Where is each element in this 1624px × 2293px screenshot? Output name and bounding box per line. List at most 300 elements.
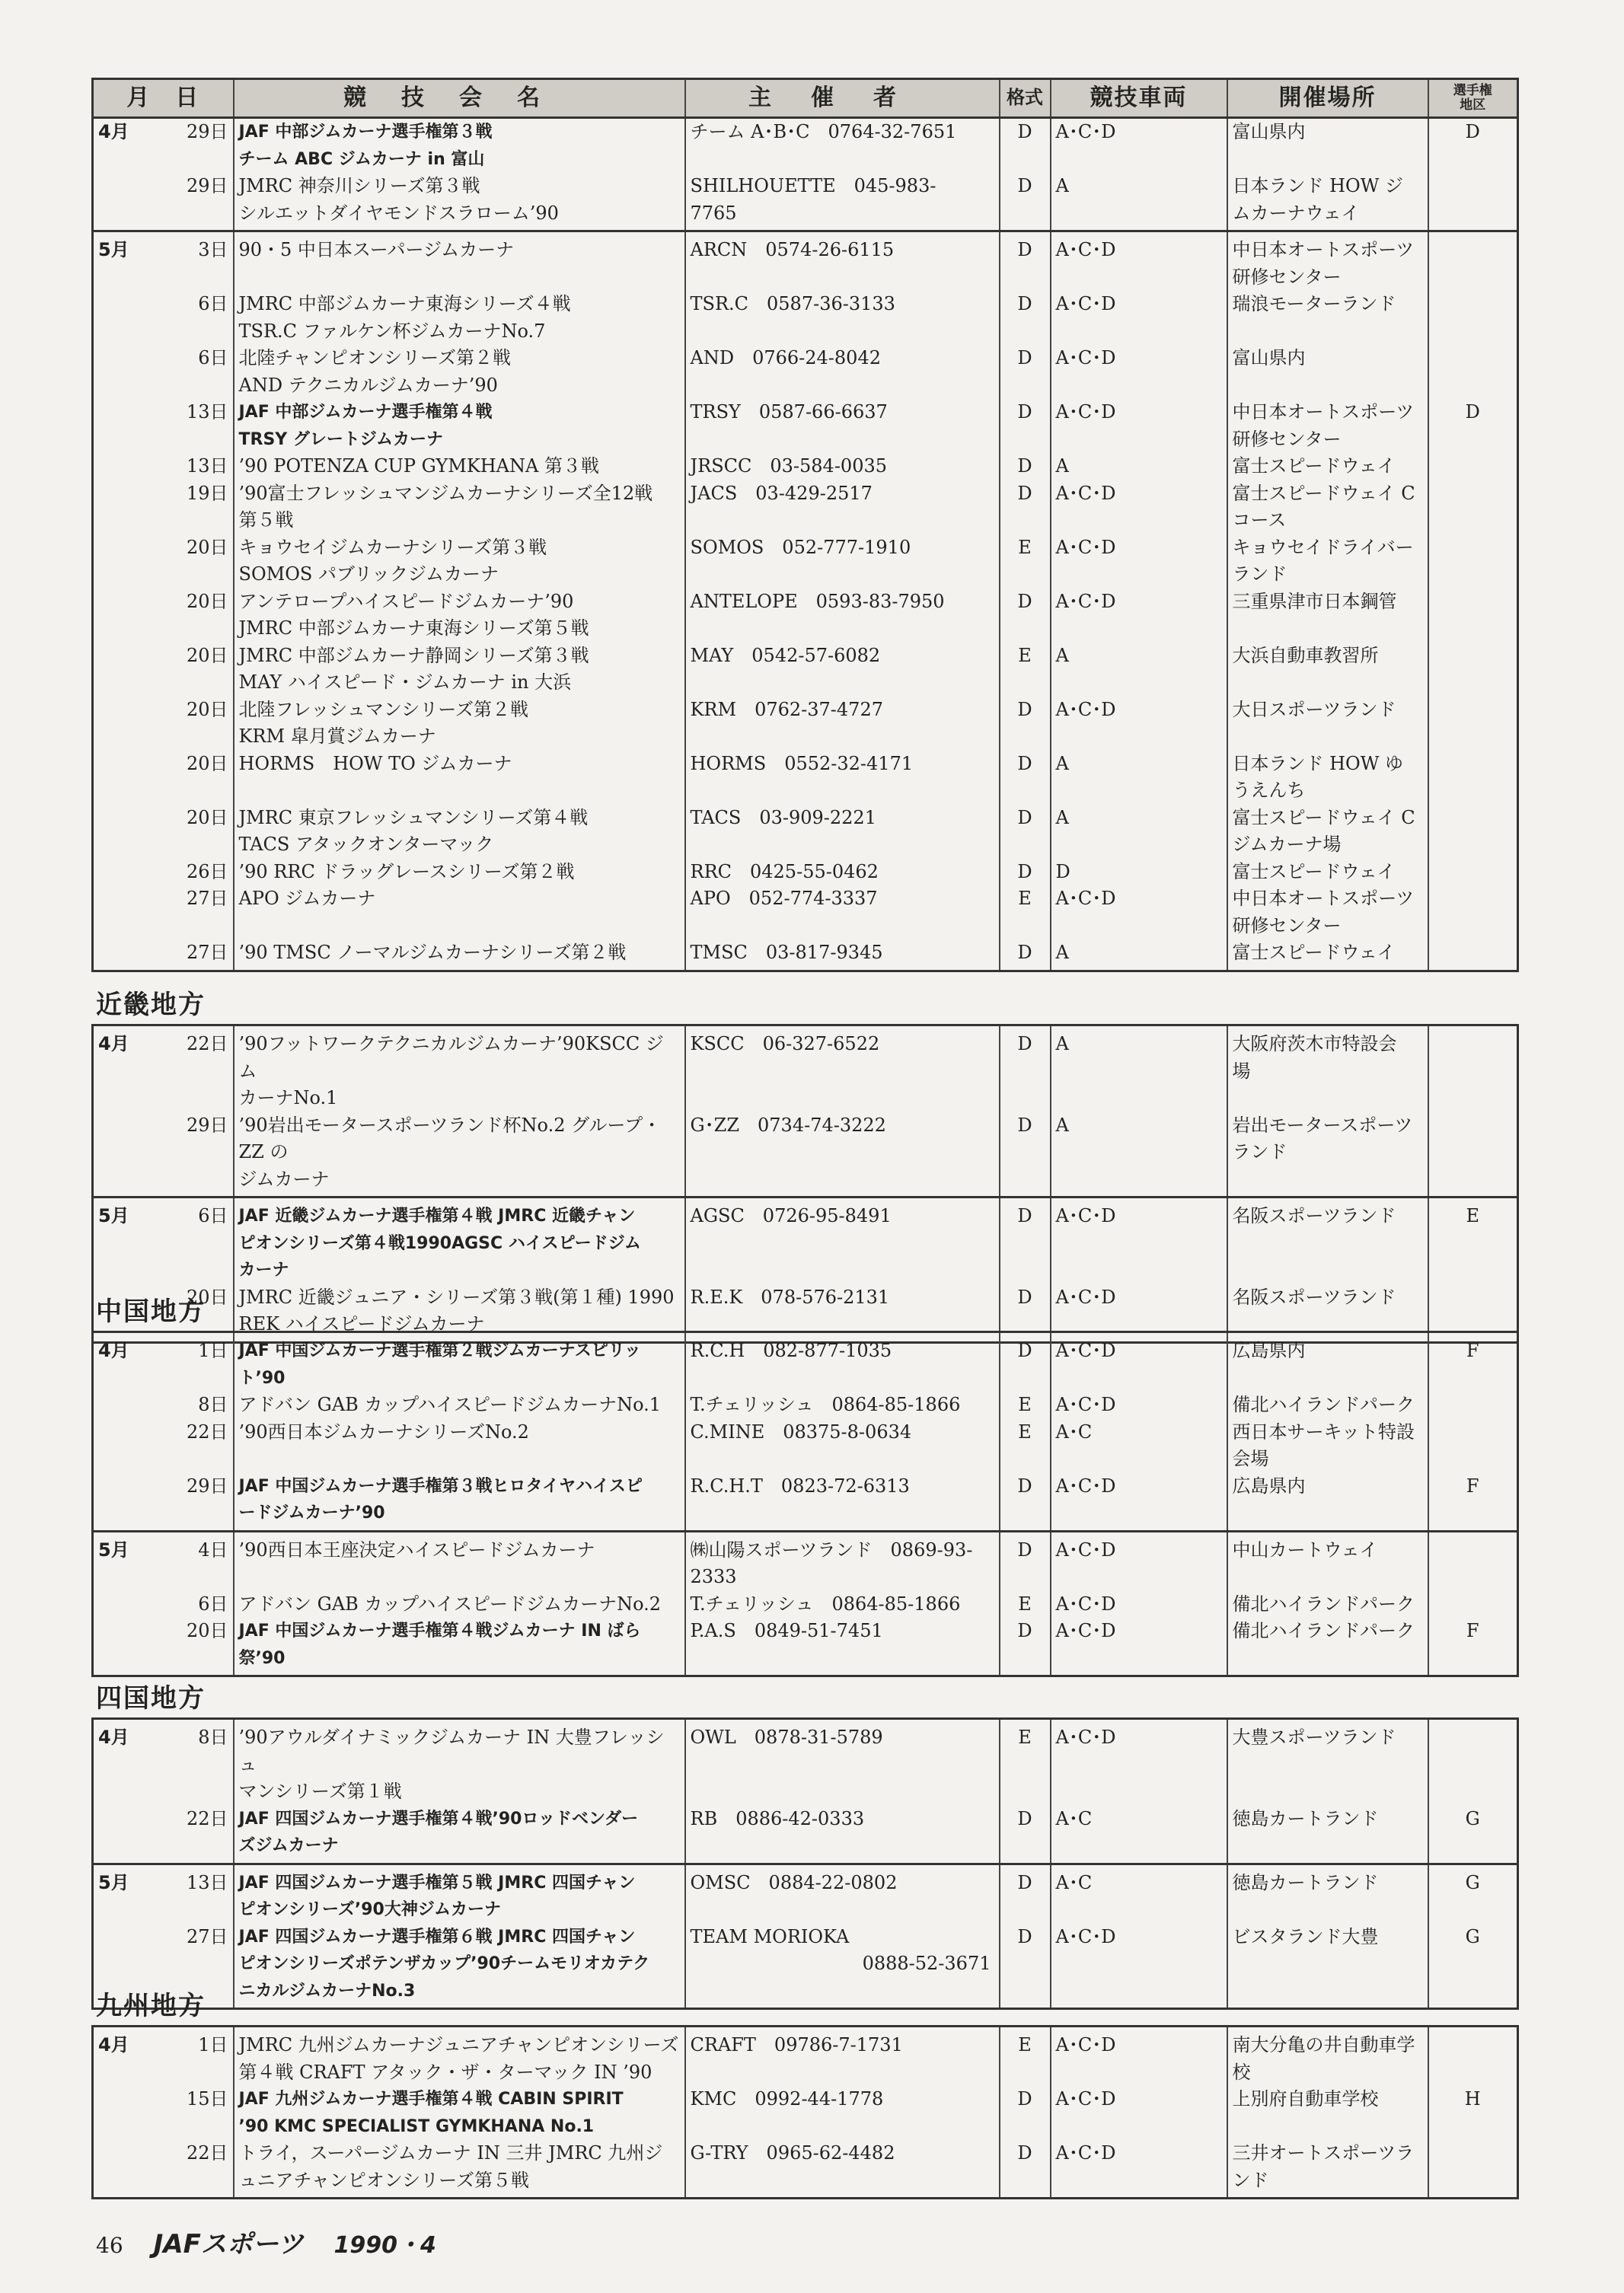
format-cell: E: [1000, 2027, 1051, 2087]
issue-date: 1990・4: [333, 2232, 436, 2259]
vehicle-cell: A: [1051, 939, 1227, 971]
vehicle-cell: A･C･D: [1051, 2027, 1227, 2087]
format-cell: D: [1000, 480, 1051, 534]
venue-cell: 三重県津市日本鋼管: [1227, 588, 1428, 643]
vehicle-cell: A･C･D: [1051, 480, 1227, 534]
page-number: 46: [96, 2233, 123, 2258]
region-cell: G: [1428, 1806, 1518, 1864]
table-header: [93, 79, 1518, 118]
vehicle-cell: A･C･D: [1051, 1591, 1227, 1618]
table-row: [93, 534, 1518, 588]
organizer-line: 0888-52-3671: [862, 1953, 991, 1974]
region-cell: [1428, 1531, 1518, 1591]
region-cell: [1428, 751, 1518, 805]
venue-cell: 徳島カートランド: [1227, 1806, 1428, 1864]
month-cell: [93, 939, 150, 971]
day-cell: 27日: [150, 939, 234, 971]
event-name-cell: アドバン GAB カップハイスピードジムカーナNo.2: [234, 1591, 685, 1618]
organizer-cell: TMSC 03-817-9345: [685, 939, 1000, 971]
month-cell: 4月: [93, 1332, 150, 1392]
table-row: [93, 1025, 1518, 1112]
vehicle-cell: A･C: [1051, 1864, 1227, 1924]
region-cell: [1428, 588, 1518, 643]
format-cell: E: [1000, 1392, 1051, 1419]
month-cell: [93, 697, 150, 751]
header-month-day: 月 日: [93, 79, 234, 118]
venue-cell: 名阪スポーツランド: [1227, 1198, 1428, 1284]
table-row: [93, 345, 1518, 399]
venue-cell: 岩出モータースポーツ ランド: [1227, 1112, 1428, 1198]
region-cell: [1428, 1112, 1518, 1198]
organizer-cell: チーム A･B･C 0764-32-7651: [685, 118, 1000, 174]
event-name-cell: 90・5 中日本スーパージムカーナ: [234, 231, 685, 292]
region-cell: [1428, 939, 1518, 971]
month-cell: [93, 859, 150, 886]
event-name-cell: JAF 近畿ジムカーナ選手権第４戦 JMRC 近畿チャン ピオンシリーズ第４戦1990AGSC ハイスピードジム カーナ: [234, 1198, 685, 1284]
organizer-cell: G-TRY 0965-62-4482: [685, 2140, 1000, 2199]
vehicle-cell: A: [1051, 805, 1227, 859]
month-cell: [93, 453, 150, 480]
format-cell: D: [1000, 1332, 1051, 1392]
table-row: [93, 453, 1518, 480]
day-cell: 20日: [150, 751, 234, 805]
event-name-cell: JAF 四国ジムカーナ選手権第６戦 JMRC 四国チャン ピオンシリーズポテンザカップ’90チームモリオカテク ニカルジムカーナNo.3: [234, 1924, 685, 2009]
organizer-cell: [685, 1924, 1000, 2009]
day-cell: 6日: [150, 291, 234, 345]
organizer-line: TEAM MORIOKA: [690, 1925, 850, 1947]
day-cell: 22日: [150, 1806, 234, 1864]
organizer-cell: ANTELOPE 0593-83-7950: [685, 588, 1000, 643]
day-cell: 1日: [150, 1332, 234, 1392]
event-name-cell: ’90西日本ジムカーナシリーズNo.2: [234, 1419, 685, 1473]
header-organizer: 主催者: [685, 79, 1000, 118]
schedule-table: [91, 1717, 1519, 2010]
section-title: 九州地方: [96, 1991, 206, 2021]
region-cell: [1428, 859, 1518, 886]
day-cell: 13日: [150, 453, 234, 480]
section-title: 四国地方: [96, 1683, 206, 1714]
organizer-cell: RRC 0425-55-0462: [685, 859, 1000, 886]
format-cell: D: [1000, 697, 1051, 751]
format-cell: D: [1000, 859, 1051, 886]
format-cell: D: [1000, 1025, 1051, 1112]
day-cell: 26日: [150, 859, 234, 886]
event-name-cell: JMRC 東京フレッシュマンシリーズ第４戦 TACS アタックオンターマック: [234, 805, 685, 859]
footer: [96, 2223, 436, 2260]
event-name-cell: 北陸チャンピオンシリーズ第２戦 AND テクニカルジムカーナ’90: [234, 345, 685, 399]
event-name-cell: ’90アウルダイナミックジムカーナ IN 大豊フレッシュ マンシリーズ第１戦: [234, 1719, 685, 1806]
venue-cell: 大日スポーツランド: [1227, 697, 1428, 751]
vehicle-cell: A･C･D: [1051, 118, 1227, 174]
month-cell: [93, 291, 150, 345]
format-cell: D: [1000, 1924, 1051, 2009]
format-cell: D: [1000, 805, 1051, 859]
month-cell: [93, 173, 150, 231]
month-cell: [93, 1392, 150, 1419]
vehicle-cell: A･C･D: [1051, 1924, 1227, 2009]
table-row: [93, 2140, 1518, 2199]
event-name-cell: JAF 九州ジムカーナ選手権第４戦 CABIN SPIRIT ’90 KMC SPECIALIST GYMKHANA No.1: [234, 2086, 685, 2140]
day-cell: 13日: [150, 399, 234, 453]
event-name-cell: ’90 POTENZA CUP GYMKHANA 第３戦: [234, 453, 685, 480]
venue-cell: 富士スピードウェイ: [1227, 453, 1428, 480]
format-cell: D: [1000, 345, 1051, 399]
month-cell: [93, 2140, 150, 2199]
organizer-cell: TSR.C 0587-36-3133: [685, 291, 1000, 345]
vehicle-cell: A･C･D: [1051, 2086, 1227, 2140]
region-cell: [1428, 173, 1518, 231]
venue-cell: 中山カートウェイ: [1227, 1531, 1428, 1591]
region-cell: [1428, 453, 1518, 480]
event-name-cell: アドバン GAB カップハイスピードジムカーナNo.1: [234, 1392, 685, 1419]
venue-cell: 備北ハイランドパーク: [1227, 1591, 1428, 1618]
region-cell: [1428, 805, 1518, 859]
region-cell: [1428, 1025, 1518, 1112]
format-cell: D: [1000, 1198, 1051, 1284]
month-cell: [93, 588, 150, 643]
venue-cell: 南大分亀の井自動車学 校: [1227, 2027, 1428, 2087]
organizer-cell: AGSC 0726-95-8491: [685, 1198, 1000, 1284]
organizer-cell: SHILHOUETTE 045-983- 7765: [685, 173, 1000, 231]
table-row: [93, 643, 1518, 697]
region-cell: [1428, 1419, 1518, 1473]
region-cell: D: [1428, 399, 1518, 453]
format-cell: D: [1000, 1806, 1051, 1864]
vehicle-cell: A･C･D: [1051, 1198, 1227, 1284]
day-cell: 29日: [150, 1473, 234, 1532]
day-cell: 22日: [150, 2140, 234, 2199]
table-row: [93, 2027, 1518, 2087]
vehicle-cell: A･C･D: [1051, 1719, 1227, 1806]
organizer-split: [691, 1924, 994, 1978]
organizer-cell: OWL 0878-31-5789: [685, 1719, 1000, 1806]
table-row: [93, 1618, 1518, 1676]
venue-cell: 西日本サーキット特設 会場: [1227, 1419, 1428, 1473]
day-cell: 3日: [150, 231, 234, 292]
table-row: [93, 399, 1518, 453]
vehicle-cell: A: [1051, 643, 1227, 697]
day-cell: 8日: [150, 1392, 234, 1419]
organizer-cell: APO 052-774-3337: [685, 885, 1000, 939]
day-cell: 20日: [150, 805, 234, 859]
region-cell: [1428, 1591, 1518, 1618]
month-cell: 4月: [93, 1719, 150, 1806]
month-cell: 5月: [93, 1864, 150, 1924]
region-cell: [1428, 2140, 1518, 2199]
section-title: 近畿地方: [96, 990, 206, 1020]
vehicle-cell: A･C･D: [1051, 2140, 1227, 2199]
region-cell: [1428, 1392, 1518, 1419]
format-cell: D: [1000, 1112, 1051, 1198]
month-cell: [93, 399, 150, 453]
region-cell: [1428, 885, 1518, 939]
day-cell: 8日: [150, 1719, 234, 1806]
venue-cell: 富山県内: [1227, 345, 1428, 399]
organizer-cell: G･ZZ 0734-74-3222: [685, 1112, 1000, 1198]
venue-cell: 富士スピードウェイ: [1227, 939, 1428, 971]
event-name-cell: キョウセイジムカーナシリーズ第３戦 SOMOS パブリックジムカーナ: [234, 534, 685, 588]
day-cell: 29日: [150, 1112, 234, 1198]
organizer-cell: T.チェリッシュ 0864-85-1866: [685, 1392, 1000, 1419]
venue-cell: 富士スピードウェイ C コース: [1227, 480, 1428, 534]
month-cell: [93, 1618, 150, 1676]
region-cell: F: [1428, 1618, 1518, 1676]
table-row: [93, 751, 1518, 805]
month-cell: [93, 1591, 150, 1618]
organizer-cell: ㈱山陽スポーツランド 0869-93- 2333: [685, 1531, 1000, 1591]
event-name-cell: JAF 中国ジムカーナ選手権第４戦ジムカーナ IN ばら 祭’90: [234, 1618, 685, 1676]
vehicle-cell: A: [1051, 1025, 1227, 1112]
format-cell: D: [1000, 939, 1051, 971]
vehicle-cell: A･C･D: [1051, 1332, 1227, 1392]
event-name-cell: JMRC 中部ジムカーナ静岡シリーズ第３戦 MAY ハイスピード・ジムカーナ in 大浜: [234, 643, 685, 697]
month-cell: 5月: [93, 231, 150, 292]
day-cell: 6日: [150, 1198, 234, 1284]
table-row: [93, 1473, 1518, 1532]
vehicle-cell: A･C･D: [1051, 291, 1227, 345]
vehicle-cell: A･C･D: [1051, 399, 1227, 453]
organizer-cell: KRM 0762-37-4727: [685, 697, 1000, 751]
region-cell: [1428, 697, 1518, 751]
event-name-cell: JAF 中部ジムカーナ選手権第４戦 TRSY グレートジムカーナ: [234, 399, 685, 453]
organizer-cell: KSCC 06-327-6522: [685, 1025, 1000, 1112]
organizer-cell: CRAFT 09786-7-1731: [685, 2027, 1000, 2087]
day-cell: 1日: [150, 2027, 234, 2087]
event-name-cell: JAF 中国ジムカーナ選手権第３戦ヒロタイヤハイスピ ードジムカーナ’90: [234, 1473, 685, 1532]
section-title: 中国地方: [96, 1296, 206, 1327]
region-cell: D: [1428, 118, 1518, 174]
day-cell: 4日: [150, 1531, 234, 1591]
day-cell: 20日: [150, 1618, 234, 1676]
event-name-cell: JAF 四国ジムカーナ選手権第５戦 JMRC 四国チャン ピオンシリーズ’90大神ジムカーナ: [234, 1864, 685, 1924]
vehicle-cell: A: [1051, 453, 1227, 480]
month-cell: [93, 534, 150, 588]
day-cell: 13日: [150, 1864, 234, 1924]
vehicle-cell: A･C･D: [1051, 534, 1227, 588]
venue-cell: 瑞浪モーターランド: [1227, 291, 1428, 345]
month-cell: 4月: [93, 1025, 150, 1112]
event-name-cell: ’90フットワークテクニカルジムカーナ’90KSCC ジム カーナNo.1: [234, 1025, 685, 1112]
day-cell: 15日: [150, 2086, 234, 2140]
month-cell: [93, 1806, 150, 1864]
month-cell: [93, 345, 150, 399]
header-region: 選手権 地区: [1428, 79, 1518, 118]
vehicle-cell: A･C･D: [1051, 1392, 1227, 1419]
organizer-cell: TRSY 0587-66-6637: [685, 399, 1000, 453]
organizer-cell: R.E.K 078-576-2131: [685, 1284, 1000, 1343]
table-row: [93, 859, 1518, 886]
vehicle-cell: A･C･D: [1051, 1531, 1227, 1591]
organizer-cell: SOMOS 052-777-1910: [685, 534, 1000, 588]
region-cell: H: [1428, 2086, 1518, 2140]
event-name-cell: JAF 中部ジムカーナ選手権第３戦 チーム ABC ジムカーナ in 富山: [234, 118, 685, 174]
format-cell: E: [1000, 643, 1051, 697]
vehicle-cell: A･C･D: [1051, 231, 1227, 292]
venue-cell: 富山県内: [1227, 118, 1428, 174]
venue-cell: 大浜自動車教習所: [1227, 643, 1428, 697]
format-cell: D: [1000, 118, 1051, 174]
day-cell: 22日: [150, 1419, 234, 1473]
month-cell: [93, 751, 150, 805]
day-cell: 20日: [150, 643, 234, 697]
event-name-cell: JMRC 中部ジムカーナ東海シリーズ４戦 TSR.C ファルケン杯ジムカーナNo.7: [234, 291, 685, 345]
region-cell: G: [1428, 1924, 1518, 2009]
table-row: [93, 1806, 1518, 1864]
schedule-table: [91, 1024, 1519, 1344]
format-cell: D: [1000, 1864, 1051, 1924]
table-row: [93, 1531, 1518, 1591]
vehicle-cell: A: [1051, 751, 1227, 805]
day-cell: 20日: [150, 1284, 234, 1343]
day-cell: 19日: [150, 480, 234, 534]
format-cell: D: [1000, 2140, 1051, 2199]
vehicle-cell: A･C･D: [1051, 345, 1227, 399]
organizer-cell: C.MINE 08375-8-0634: [685, 1419, 1000, 1473]
venue-cell: 富士スピードウェイ C ジムカーナ場: [1227, 805, 1428, 859]
month-cell: 4月: [93, 118, 150, 174]
venue-cell: 備北ハイランドパーク: [1227, 1618, 1428, 1676]
format-cell: D: [1000, 231, 1051, 292]
format-cell: D: [1000, 751, 1051, 805]
organizer-cell: R.C.H.T 0823-72-6313: [685, 1473, 1000, 1532]
format-cell: D: [1000, 1284, 1051, 1343]
day-cell: 20日: [150, 697, 234, 751]
venue-cell: 広島県内: [1227, 1473, 1428, 1532]
format-cell: E: [1000, 1419, 1051, 1473]
day-cell: 20日: [150, 534, 234, 588]
organizer-cell: AND 0766-24-8042: [685, 345, 1000, 399]
month-cell: [93, 1112, 150, 1198]
region-cell: [1428, 231, 1518, 292]
header-vehicle: 競技車両: [1051, 79, 1227, 118]
month-cell: [93, 805, 150, 859]
header-venue: 開催場所: [1227, 79, 1428, 118]
organizer-cell: HORMS 0552-32-4171: [685, 751, 1000, 805]
region-cell: G: [1428, 1864, 1518, 1924]
event-name-cell: APO ジムカーナ: [234, 885, 685, 939]
event-name-cell: ’90 TMSC ノーマルジムカーナシリーズ第２戦: [234, 939, 685, 971]
month-cell: [93, 885, 150, 939]
format-cell: E: [1000, 1591, 1051, 1618]
table-row: [93, 1591, 1518, 1618]
month-cell: [93, 643, 150, 697]
event-name-cell: アンテロープハイスピードジムカーナ’90 JMRC 中部ジムカーナ東海シリーズ第５戦: [234, 588, 685, 643]
vehicle-cell: A: [1051, 173, 1227, 231]
region-cell: F: [1428, 1473, 1518, 1532]
month-cell: [93, 1473, 150, 1532]
region-cell: [1428, 534, 1518, 588]
venue-cell: 日本ランド HOW ゆ うえんち: [1227, 751, 1428, 805]
region-cell: [1428, 2027, 1518, 2087]
day-cell: 6日: [150, 1591, 234, 1618]
month-cell: 5月: [93, 1198, 150, 1284]
schedule-table: [91, 1331, 1519, 1677]
vehicle-cell: D: [1051, 859, 1227, 886]
magazine-name: JAFスポーツ: [153, 2229, 304, 2260]
format-cell: D: [1000, 1473, 1051, 1532]
table-row: [93, 1392, 1518, 1419]
table-row: [93, 1419, 1518, 1473]
venue-cell: 三井オートスポーツラ ンド: [1227, 2140, 1428, 2199]
table-row: [93, 588, 1518, 643]
organizer-cell: TACS 03-909-2221: [685, 805, 1000, 859]
organizer-cell: OMSC 0884-22-0802: [685, 1864, 1000, 1924]
month-cell: 4月: [93, 2027, 150, 2087]
organizer-cell: JACS 03-429-2517: [685, 480, 1000, 534]
table-row: [93, 2086, 1518, 2140]
event-name-cell: JMRC 近畿ジュニア・シリーズ第３戦(第１種) 1990 REK ハイスピードジムカーナ: [234, 1284, 685, 1343]
table-row: [93, 118, 1518, 174]
table-row: [93, 1332, 1518, 1392]
table-row: [93, 805, 1518, 859]
vehicle-cell: A･C: [1051, 1806, 1227, 1864]
format-cell: D: [1000, 1618, 1051, 1676]
table-row: [93, 1112, 1518, 1198]
event-name-cell: ’90富士フレッシュマンジムカーナシリーズ全12戦 第５戦: [234, 480, 685, 534]
vehicle-cell: A･C･D: [1051, 1473, 1227, 1532]
month-cell: [93, 1419, 150, 1473]
venue-cell: 富士スピードウェイ: [1227, 859, 1428, 886]
region-cell: [1428, 291, 1518, 345]
region-cell: F: [1428, 1332, 1518, 1392]
venue-cell: キョウセイドライバー ランド: [1227, 534, 1428, 588]
format-cell: D: [1000, 1531, 1051, 1591]
organizer-cell: P.A.S 0849-51-7451: [685, 1618, 1000, 1676]
vehicle-cell: A･C･D: [1051, 885, 1227, 939]
venue-cell: 徳島カートランド: [1227, 1864, 1428, 1924]
event-name-cell: JAF 中国ジムカーナ選手権第２戦ジムカーナスピリッ ト’90: [234, 1332, 685, 1392]
organizer-cell: RB 0886-42-0333: [685, 1806, 1000, 1864]
day-cell: 29日: [150, 173, 234, 231]
month-cell: 5月: [93, 1531, 150, 1591]
table-row: [93, 1924, 1518, 2009]
organizer-cell: MAY 0542-57-6082: [685, 643, 1000, 697]
region-cell: [1428, 643, 1518, 697]
event-name-cell: HORMS HOW TO ジムカーナ: [234, 751, 685, 805]
format-cell: E: [1000, 1719, 1051, 1806]
event-name-cell: 北陸フレッシュマンシリーズ第２戦 KRM 皐月賞ジムカーナ: [234, 697, 685, 751]
format-cell: D: [1000, 291, 1051, 345]
venue-cell: 日本ランド HOW ジ ムカーナウェイ: [1227, 173, 1428, 231]
format-cell: E: [1000, 885, 1051, 939]
day-cell: 22日: [150, 1025, 234, 1112]
format-cell: D: [1000, 588, 1051, 643]
day-cell: 27日: [150, 1924, 234, 2009]
day-cell: 20日: [150, 588, 234, 643]
event-name-cell: ’90 RRC ドラッグレースシリーズ第２戦: [234, 859, 685, 886]
month-cell: [93, 2086, 150, 2140]
venue-cell: 中日本オートスポーツ 研修センター: [1227, 399, 1428, 453]
event-name-cell: JMRC 神奈川シリーズ第３戦 シルエットダイヤモンドスラローム’90: [234, 173, 685, 231]
day-cell: 27日: [150, 885, 234, 939]
table-row: [93, 885, 1518, 939]
region-cell: [1428, 345, 1518, 399]
event-name-cell: JMRC 九州ジムカーナジュニアチャンピオンシリーズ 第４戦 CRAFT アタック・ザ・ターマック IN ’90: [234, 2027, 685, 2087]
schedule-table: [91, 2025, 1519, 2199]
venue-cell: 広島県内: [1227, 1332, 1428, 1392]
vehicle-cell: A･C: [1051, 1419, 1227, 1473]
month-cell: [93, 480, 150, 534]
table-row: [93, 939, 1518, 971]
table-row: [93, 1198, 1518, 1284]
format-cell: D: [1000, 399, 1051, 453]
venue-cell: ビスタランド大豊: [1227, 1924, 1428, 2009]
venue-cell: 中日本オートスポーツ 研修センター: [1227, 231, 1428, 292]
vehicle-cell: A･C･D: [1051, 1618, 1227, 1676]
table-row: [93, 697, 1518, 751]
table-row: [93, 1864, 1518, 1924]
table-row: [93, 1719, 1518, 1806]
